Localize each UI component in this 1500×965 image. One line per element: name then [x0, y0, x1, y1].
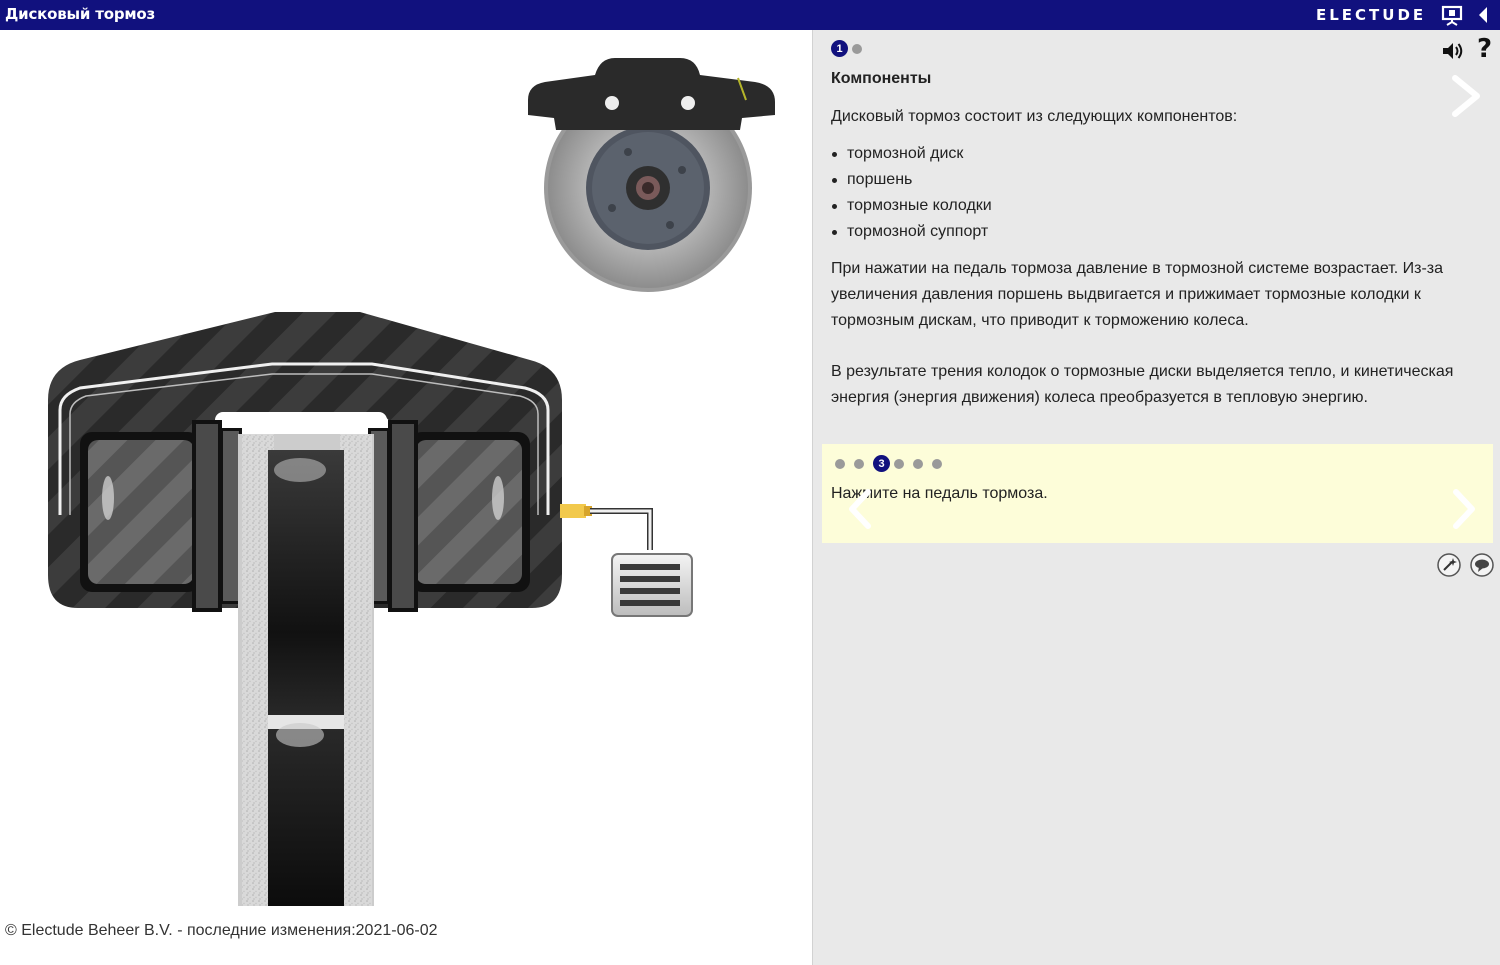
comment-icon[interactable]	[1470, 553, 1494, 577]
section-title: Компоненты	[831, 70, 932, 87]
intro-text: Дисковый тормоз состоит из следующих компонентов:	[831, 108, 1238, 125]
list-item: тормозные колодки	[831, 195, 992, 221]
brand-logo: ELECTUDE	[1316, 6, 1427, 24]
page-dot-active[interactable]: 1	[831, 40, 848, 57]
chevron-left-icon[interactable]	[842, 484, 878, 534]
piston-left	[80, 432, 200, 592]
step-dot[interactable]	[913, 459, 923, 469]
step-instruction: Нажмите на педаль тормоза.	[831, 485, 1048, 502]
paragraph-friction: В результате трения колодок о тормозные диски выделяется тепло, и кинетическая энергия (энергия движения) колеса преобразуется в тепловую энергию.	[831, 363, 1454, 406]
copyright-footer: © Electude Beheer B.V. - последние изменения:2021-06-02	[5, 922, 438, 939]
illustration-pane	[0, 30, 812, 965]
step-dot[interactable]	[894, 459, 904, 469]
app-title: Дисковый тормоз	[5, 5, 156, 23]
brake-pedal[interactable]	[612, 554, 692, 616]
brake-pad-left	[192, 420, 242, 612]
list-item: тормозной диск	[831, 143, 992, 169]
chevron-right-icon[interactable]	[1446, 484, 1482, 534]
title-bar	[0, 0, 1500, 30]
speaker-icon[interactable]	[1441, 40, 1465, 62]
step-dot[interactable]	[932, 459, 942, 469]
step-dot[interactable]	[854, 459, 864, 469]
help-icon[interactable]: ?	[1477, 34, 1493, 64]
collapse-left-icon[interactable]	[1476, 5, 1490, 25]
explanation-pane	[812, 30, 1500, 965]
page-dot[interactable]	[852, 44, 862, 54]
step-dot[interactable]	[835, 459, 845, 469]
list-item: тормозной суппорт	[831, 221, 992, 247]
brake-illustration[interactable]	[0, 30, 812, 965]
chevron-right-icon[interactable]	[1447, 72, 1487, 120]
page-pagination	[831, 40, 871, 57]
step-pagination	[835, 455, 951, 472]
step-box	[822, 444, 1493, 543]
presentation-icon[interactable]	[1440, 3, 1464, 27]
magic-wand-icon[interactable]	[1437, 553, 1461, 577]
brake-line	[560, 504, 650, 550]
components-list	[831, 143, 992, 247]
brake-pad-right	[368, 420, 418, 612]
paragraph-pressure: При нажатии на педаль тормоза давление в тормозной системе возрастает. Из-за увеличения давления поршень выдвигается и прижимает тормозные колодки к тормозным дискам, что приводит к торможению колеса.	[831, 260, 1444, 329]
piston-right	[410, 432, 530, 592]
rotor-overview	[528, 58, 775, 292]
list-item: поршень	[831, 169, 992, 195]
step-dot-active[interactable]: 3	[873, 455, 890, 472]
brake-disc	[238, 434, 374, 906]
